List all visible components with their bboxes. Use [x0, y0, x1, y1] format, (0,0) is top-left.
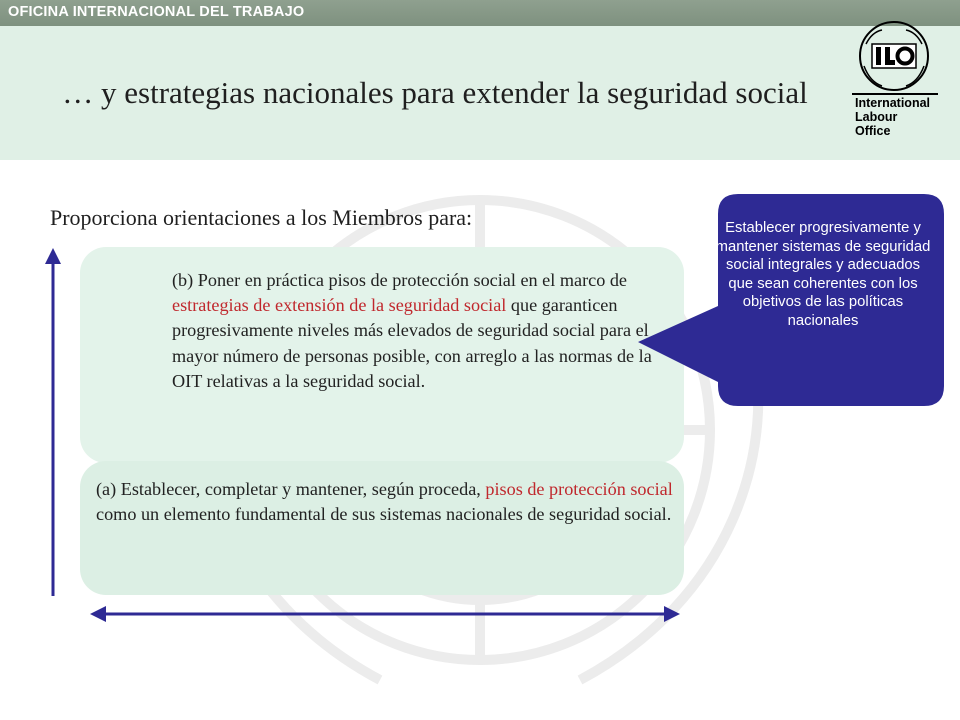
item-a-text-start: (a) Establecer, completar y mantener, según proceda, — [96, 479, 486, 499]
item-b-text-end: que garanticen progresivamente niveles más elevados de seguridad social para el mayor número de personas posible, con arreglo a las normas de la OIT relativas a la seguridad social. — [172, 295, 652, 391]
slide-title: … y estrategias nacionales para extender la seguridad social — [62, 75, 808, 110]
organization-name: OFICINA INTERNACIONAL DEL TRABAJO — [8, 4, 305, 20]
item-b-text — [172, 268, 672, 394]
logo-line-labour: Labour — [855, 110, 898, 124]
logo-line-international: International — [855, 96, 931, 110]
callout-text: Establecer progresivamente y mantener sistemas de seguridad social integrales y adecuados que sean coherentes con los objetivos de las políticas nacionales — [715, 220, 931, 329]
item-b-highlight: estrategias de extensión de la seguridad social — [172, 295, 507, 316]
organization-banner — [0, 0, 960, 26]
ilo-logo-text — [855, 96, 930, 138]
item-a-text — [96, 477, 676, 527]
item-a-text-end: como un elemento fundamental de sus sistemas nacionales de seguridad social. — [96, 504, 672, 525]
logo-line-office: Office — [855, 124, 891, 138]
item-b-text-start: (b) Poner en práctica pisos de protección social en el marco de — [172, 270, 628, 290]
intro-text: Proporciona orientaciones a los Miembros para: — [50, 205, 473, 230]
item-a-highlight: pisos de protección social — [485, 479, 673, 499]
